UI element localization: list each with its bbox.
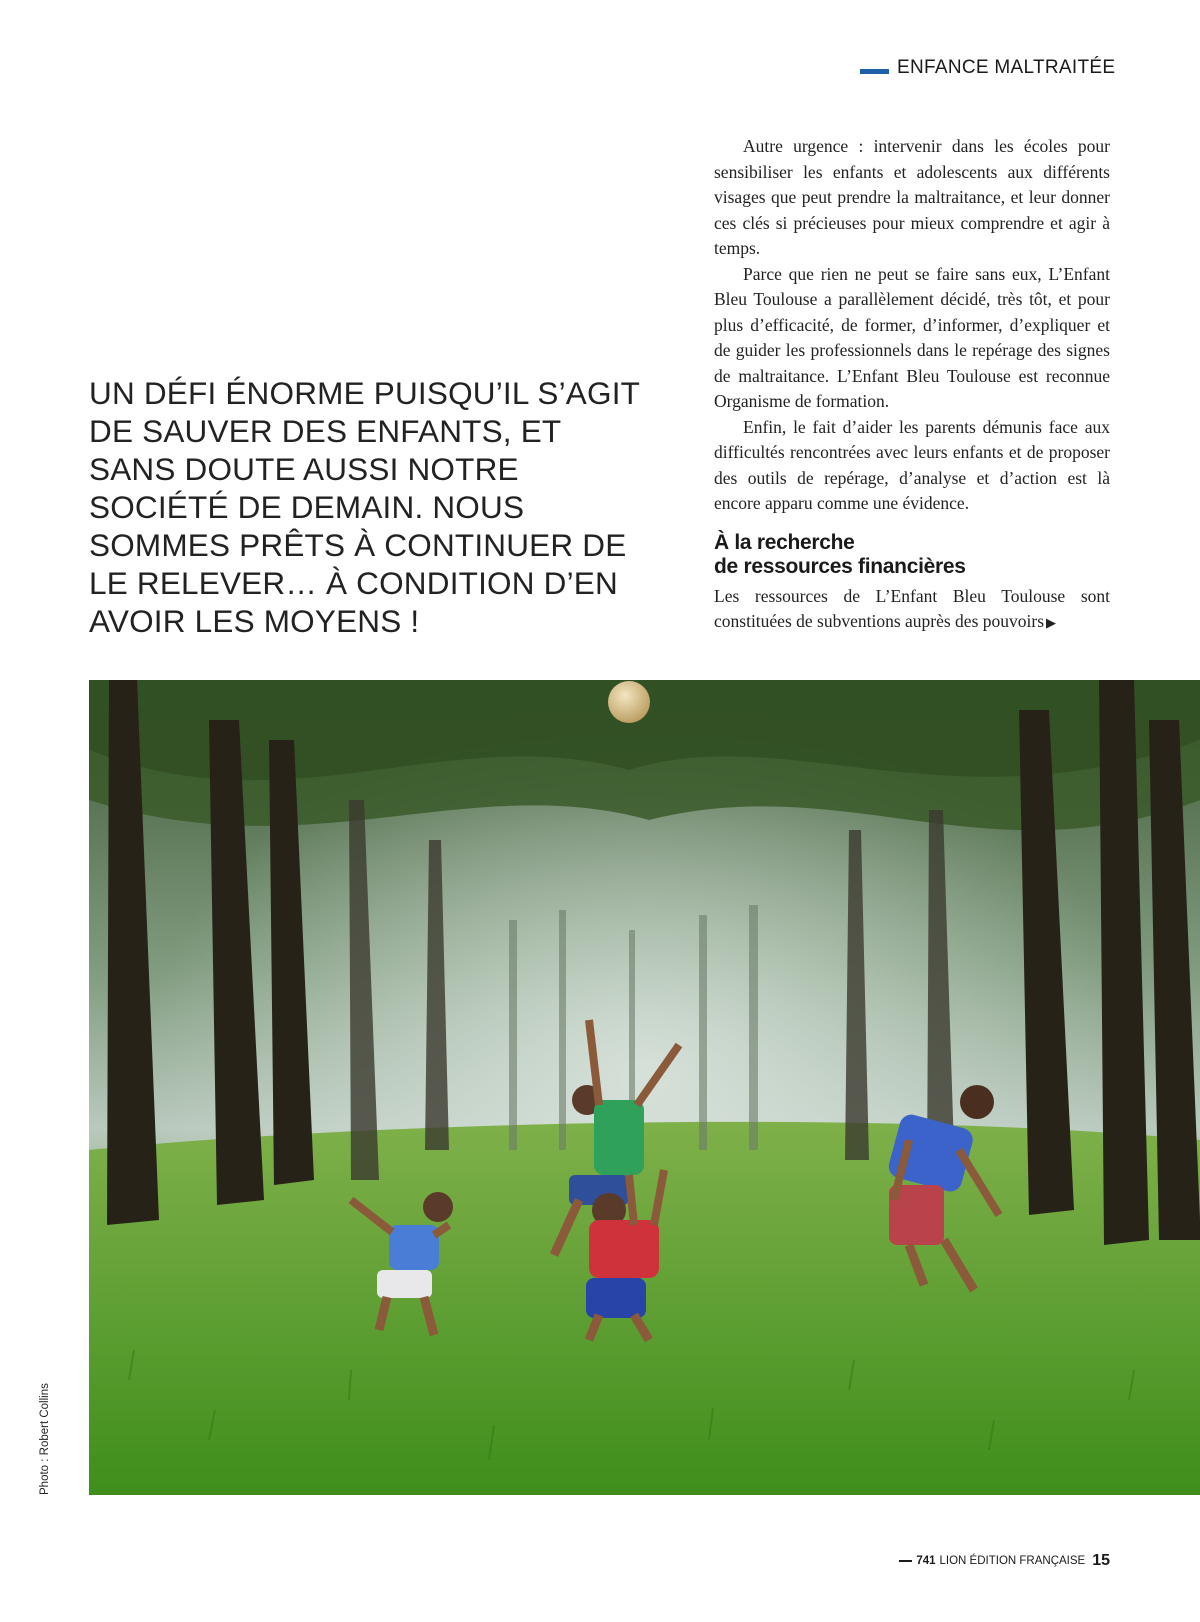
closing-paragraph-text: Les ressources de L’Enfant Bleu Toulouse sont constituées de subventions auprès des pouvoirs bbox=[714, 585, 1110, 631]
subheading-line: À la recherche bbox=[714, 530, 855, 554]
continue-arrow-icon: ▶ bbox=[1046, 616, 1057, 631]
page-number: 15 bbox=[1092, 1552, 1110, 1569]
section-accent-bar bbox=[860, 69, 889, 74]
article-paragraph: Enfin, le fait d’aider les parents démunis face aux difficultés rencontrées avec leurs enfants et de proposer des outils de repérage, d’analyse et d’action est là encore apparu comme une évidence. bbox=[714, 416, 1110, 513]
footer-dash bbox=[899, 1560, 912, 1562]
section-title: ENFANCE MALTRAITÉE bbox=[897, 57, 1116, 78]
children-playing-photo bbox=[89, 680, 1200, 1495]
subheading-line: de ressources financières bbox=[714, 554, 966, 578]
section-header bbox=[860, 57, 1115, 79]
issue-number: 741 bbox=[916, 1555, 936, 1567]
article-photo bbox=[89, 680, 1200, 1495]
article-paragraph bbox=[714, 584, 1110, 637]
photo-credit: Photo : Robert Collins bbox=[39, 1383, 51, 1495]
article-subheading bbox=[714, 531, 1110, 579]
article-paragraph: Autre urgence : intervenir dans les écoles pour sensibiliser les enfants et adolescents aux différents visages que peut prendre la maltraitance, et leur donner ces clés si précieuses pour mieux comprendre et agir à temps. bbox=[714, 136, 1110, 258]
pull-quote: UN DÉFI ÉNORME PUISQU’IL S’AGIT DE SAUVER DES ENFANTS, ET SANS DOUTE AUSSI NOTRE SOCIÉTÉ DE DEMAIN. NOUS SOMMES PRÊTS À CONTINUER DE LE RELEVER… À CONDITION D’EN AVOIR LES MOYENS ! bbox=[89, 375, 640, 639]
publication-name: LION ÉDITION FRANÇAISE bbox=[939, 1555, 1086, 1567]
page-footer bbox=[899, 1552, 1110, 1570]
article-paragraph: Parce que rien ne peut se faire sans eux, L’Enfant Bleu Toulouse a parallèlement décidé, très tôt, et pour plus d’efficacité, de former, d’informer, d’expliquer et de guider les professionnels dans le repérage des signes de maltraitance. L’Enfant Bleu Toulouse est reconnue Organisme de formation. bbox=[714, 263, 1110, 411]
article-column bbox=[714, 134, 1110, 637]
